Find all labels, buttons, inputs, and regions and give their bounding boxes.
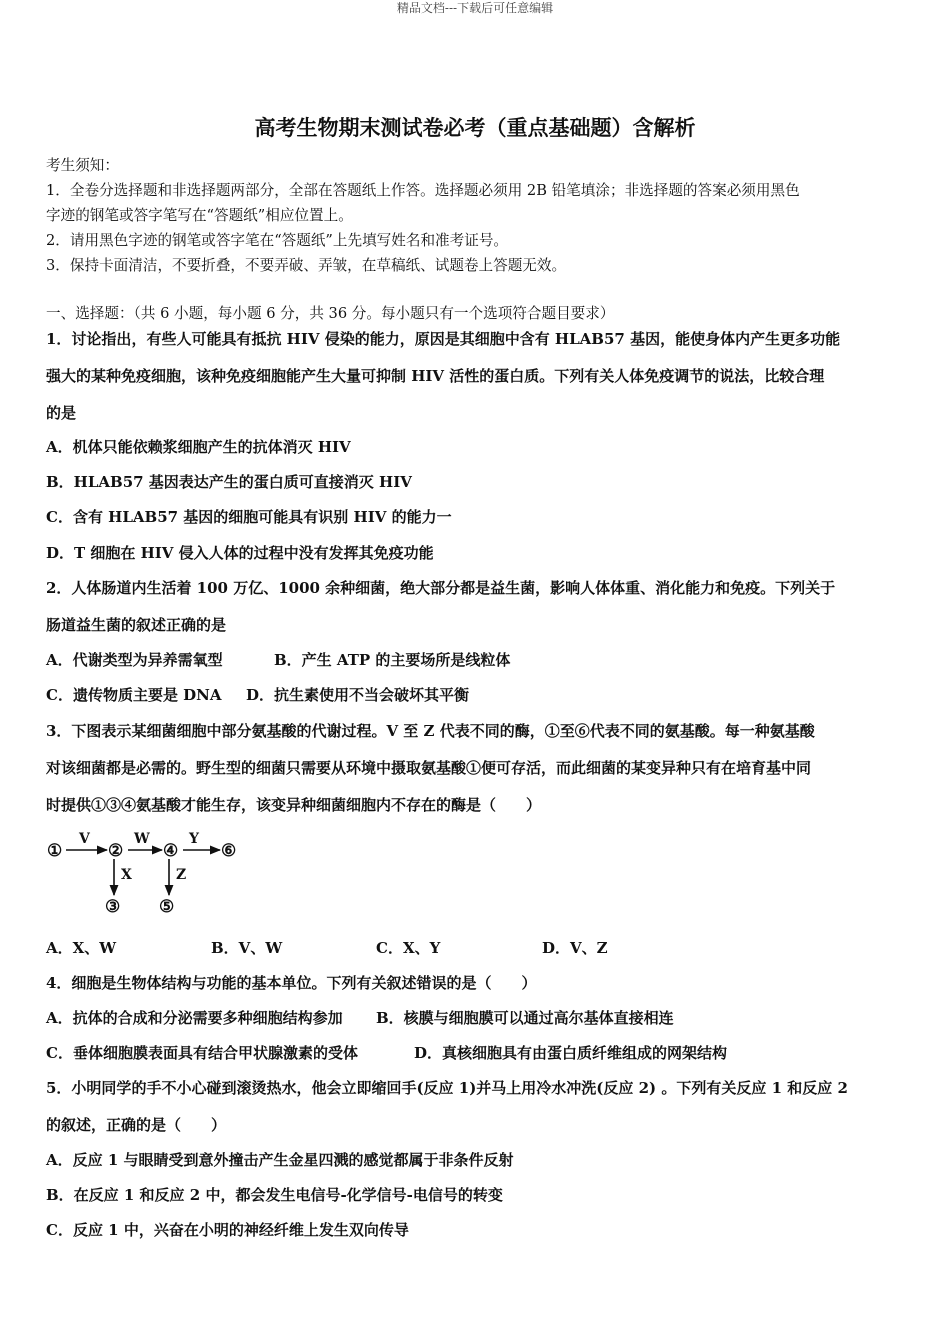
enzyme-y: Y xyxy=(189,831,199,847)
q2-option-b: B．产生 ATP 的主要场所是线粒体 xyxy=(274,651,511,669)
q1-option-d: D．T 细胞在 HIV 侵入人体的过程中没有发挥其免疫功能 xyxy=(46,544,434,562)
q2-option-a: A．代谢类型为异养需氧型 xyxy=(46,651,223,669)
q2-option-d: D．抗生素使用不当会破坏其平衡 xyxy=(246,686,470,704)
q5-stem-line: 的叙述，正确的是（ ） xyxy=(46,1116,227,1134)
q3-stem-line: 时提供①③④氨基酸才能生存，该变异种细菌细胞内不存在的酶是（ ） xyxy=(46,796,542,814)
q5-stem-line: 5．小明同学的手不小心碰到滚烫热水，他会立即缩回手(反应 1)并马上用冷水冲洗(反应 2) 。下列有关反应 1 和反应 2 xyxy=(46,1079,848,1097)
enzyme-z: Z xyxy=(176,867,187,883)
q3-stem-line: 3．下图表示某细菌细胞中部分氨基酸的代谢过程。V 至 Z 代表不同的酶，①至⑥代表不同的氨基酸。每一种氨基酸 xyxy=(46,722,815,740)
q3-option-d: D．V、Z xyxy=(542,939,608,957)
q1-option-b: B．HLAB57 基因表达产生的蛋白质可直接消灭 HIV xyxy=(46,473,412,491)
q3-option-b: B．V、W xyxy=(211,939,283,957)
q1-stem-line: 强大的某种免疫细胞，该种免疫细胞能产生大量可抑制 HIV 活性的蛋白质。下列有关人体免疫调节的说法，比较合理 xyxy=(46,367,825,385)
notice-heading: 考生须知： xyxy=(46,157,119,174)
q1-stem-line: 1．讨论指出，有些人可能具有抵抗 HIV 侵染的能力，原因是其细胞中含有 HLAB57 基因，能使身体内产生更多功能 xyxy=(46,330,841,348)
q2-option-c: C．遗传物质主要是 DNA xyxy=(46,686,222,704)
enzyme-w: W xyxy=(134,831,150,847)
q5-option-a: A．反应 1 与眼睛受到意外撞击产生金星四溅的感觉都属于非条件反射 xyxy=(46,1151,514,1169)
q4-option-c: C．垂体细胞膜表面具有结合甲状腺激素的受体 xyxy=(46,1044,358,1062)
page-header: 精品文档---下载后可任意编辑 xyxy=(396,1,554,15)
notice-item: 2．请用黑色字迹的钢笔或答字笔在“答题纸”上先填写姓名和准考证号。 xyxy=(46,232,509,249)
notice-item: 字迹的钢笔或答字笔写在“答题纸”相应位置上。 xyxy=(46,207,353,224)
notice-item: 1．全卷分选择题和非选择题两部分，全部在答题纸上作答。选择题必须用 2B 铅笔填涂；非选择题的答案必须用黑色 xyxy=(46,182,800,199)
q3-option-a: A．X、W xyxy=(46,939,117,957)
q5-option-b: B．在反应 1 和反应 2 中，都会发生电信号-化学信号-电信号的转变 xyxy=(46,1186,503,1204)
q1-option-c: C．含有 HLAB57 基因的细胞可能具有识别 HIV 的能力一 xyxy=(46,508,452,526)
notice-item: 3．保持卡面清洁，不要折叠，不要弄破、弄皱，在草稿纸、试题卷上答题无效。 xyxy=(46,257,567,274)
q3-option-c: C．X、Y xyxy=(376,939,441,957)
q2-stem-line: 2．人体肠道内生活着 100 万亿、1000 余种细菌，绝大部分都是益生菌，影响人体体重、消化能力和免疫。下列关于 xyxy=(46,579,836,597)
enzyme-x: X xyxy=(121,867,132,883)
node-4: ④ xyxy=(163,841,179,861)
node-3: ③ xyxy=(105,897,121,917)
q4-option-d: D．真核细胞具有由蛋白质纤维组成的网架结构 xyxy=(414,1044,728,1062)
q5-option-c: C．反应 1 中，兴奋在小明的神经纤维上发生双向传导 xyxy=(46,1221,409,1239)
node-1: ① xyxy=(47,841,63,861)
page-title: 高考生物期末测试卷必考（重点基础题）含解析 xyxy=(254,115,696,140)
q1-stem-line: 的是 xyxy=(46,404,77,422)
enzyme-v: V xyxy=(79,831,90,847)
q4-option-a: A．抗体的合成和分泌需要多种细胞结构参加 xyxy=(46,1009,343,1027)
section-heading: 一、选择题：（共 6 小题，每小题 6 分，共 36 分。每小题只有一个选项符合题目要求） xyxy=(46,305,615,322)
node-5: ⑤ xyxy=(159,897,175,917)
amino-acid-pathway-diagram xyxy=(44,828,254,920)
q4-option-b: B．核膜与细胞膜可以通过高尔基体直接相连 xyxy=(376,1009,674,1027)
q3-stem-line: 对该细菌都是必需的。野生型的细菌只需要从环境中摄取氨基酸①便可存活，而此细菌的某变异种只有在培育基中同 xyxy=(46,759,812,777)
node-6: ⑥ xyxy=(221,841,237,861)
q2-stem-line: 肠道益生菌的叙述正确的是 xyxy=(46,616,227,634)
q1-option-a: A．机体只能依赖浆细胞产生的抗体消灭 HIV xyxy=(46,438,351,456)
q4-stem: 4．细胞是生物体结构与功能的基本单位。下列有关叙述错误的是（ ） xyxy=(46,974,537,992)
node-2: ② xyxy=(108,841,124,861)
